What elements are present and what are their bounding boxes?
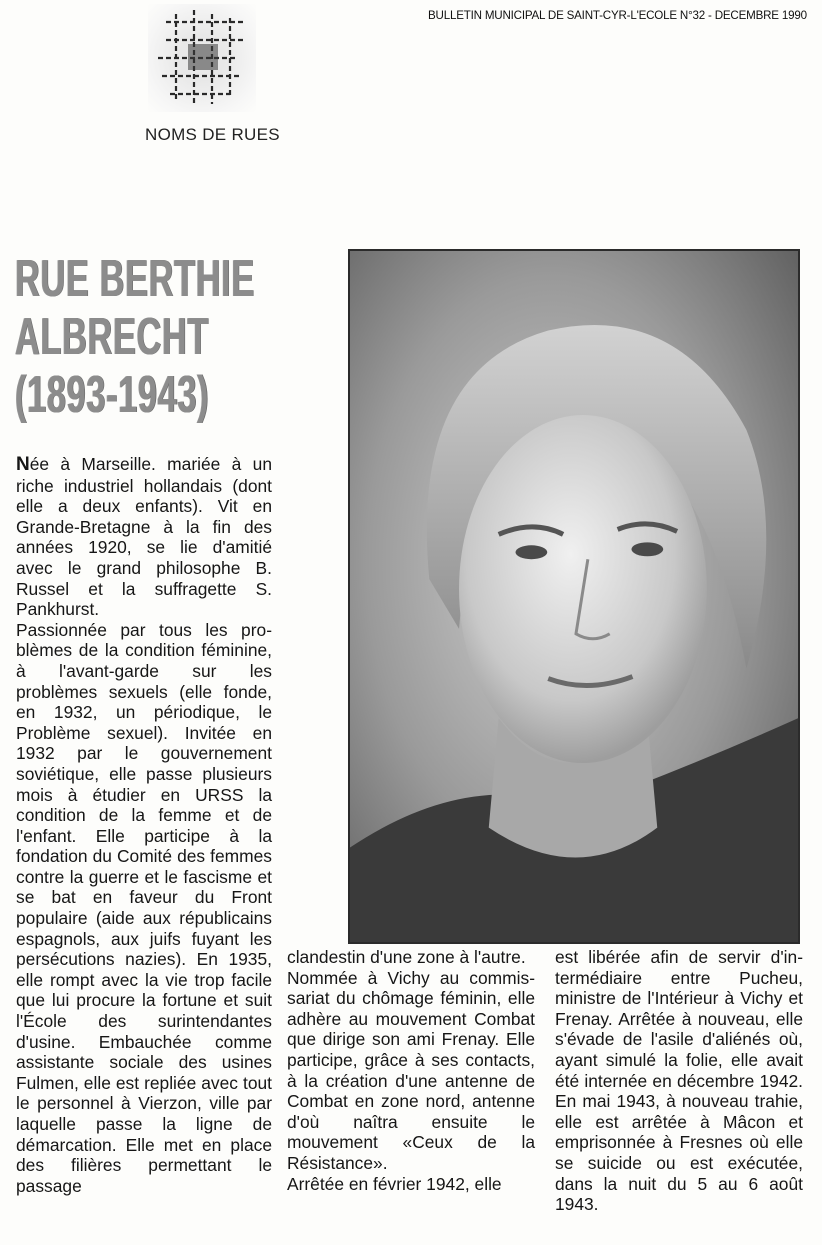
- title-line: ALBRECHT: [15, 308, 210, 366]
- article-title: [15, 250, 345, 424]
- paragraph: Arrêtée en février 1942, elle: [287, 1173, 502, 1194]
- grid-logo-icon: [148, 4, 256, 112]
- title-line: (1893-1943): [15, 366, 210, 424]
- paragraph: clandestin d'une zone à l'autre.: [287, 947, 526, 967]
- paragraph: est libérée afin de servir d'intermédiaire entre Pucheu, ministre de l'Intérieur à Vichy et Frenay. Arrêtée à nouveau, elle s'évade de l'asile d'aliénés où, ayant simulé la folie, elle avait été internée en décembre 1942. En mai 1943, à nouveau trahie, elle est arrêtée à Mâcon et emprisonnée à Fresnes où elle se suicide ou est exécutée, dans la nuit du 5 au 6 août 1943.: [555, 947, 803, 1215]
- article-column-2: [287, 947, 535, 1194]
- paragraph: [16, 454, 272, 620]
- publication-header: BULLETIN MUNICIPAL DE SAINT-CYR-L'ECOLE N°32 - DECEMBRE 1990: [428, 9, 807, 22]
- portrait-photo: [348, 249, 800, 944]
- article-column-3: [555, 947, 803, 1215]
- paragraph: Nommée à Vichy au commissariat du chômage féminin, elle adhère au mouvement Combat que dirige son ami Frenay. Elle participe, grâce à ses contacts, à la création d'une antenne de Combat en zone nord, antenne d'où naîtra ensuite le mouvement «Ceux de la Résistance».: [287, 967, 535, 1173]
- title-line: RUE BERTHIE: [15, 250, 255, 308]
- section-label: NOMS DE RUES: [145, 125, 280, 144]
- paragraph: Passionnée par tous les problèmes de la condition féminine, à l'avant-garde sur les problèmes sexuels (elle fonde, en 1932, un périodique, le Problème sexuel). Invitée en 1932 par le gouvernement soviétique, elle passe plusieurs mois à étudier en URSS la condition de la femme et de l'enfant. Elle participe à la fondation du Comité des femmes contre la guerre et le fascisme et se bat en faveur du Front populaire (aide aux républicains espagnols, aux juifs fuyant les persécutions nazies). En 1935, elle rompt avec la vie trop facile que lui procure la fortune et suit l'École des surintendantes d'usine. Embauchée comme assistante sociale des usines Fulmen, elle est repliée avec tout le personnel à Vierzon, ville par laquelle passe la ligne de démarcation. Elle met en place des filières permettant le passage: [16, 619, 272, 1196]
- dropcap: N: [16, 454, 30, 475]
- article-column-1: [16, 454, 272, 1196]
- paragraph-text: ée à Marseille. mariée à un riche industriel hollandais (dont elle a deux enfants). Vit en Grande-Bretagne à la fin des années 1920, se lie d'amitié avec le grand philosophe B. Russel et la suffragette S. Pankhurst.: [16, 454, 272, 620]
